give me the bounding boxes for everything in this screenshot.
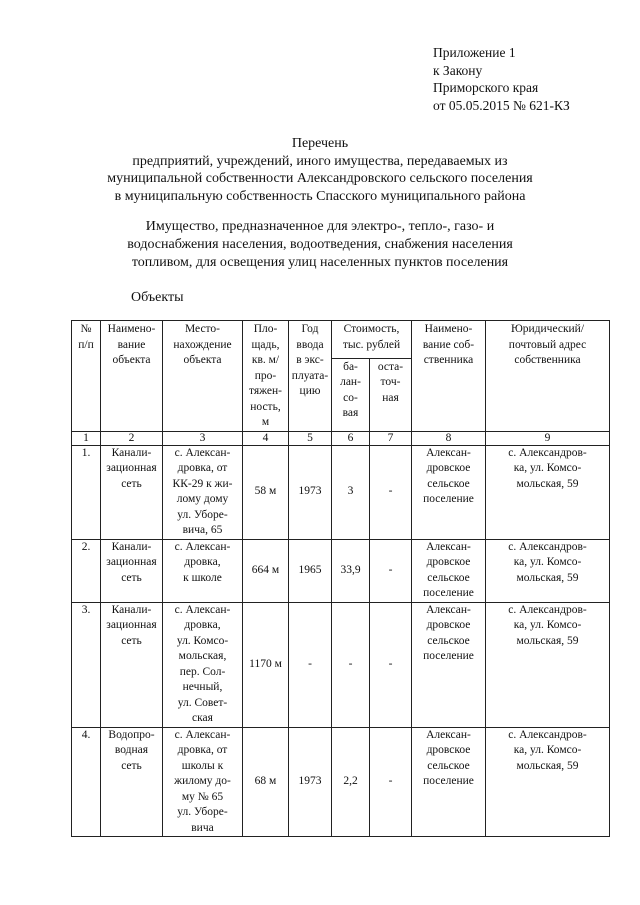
- cell-line: зационная: [106, 619, 157, 631]
- cell-line: объекта: [112, 354, 151, 366]
- document-title: [0, 135, 640, 205]
- cell-line: Юридический/: [510, 323, 585, 335]
- subtitle-line: водоснабжения населения, водоотведения, снабжения населения: [127, 237, 513, 252]
- cell-line: Стоимость,: [343, 323, 400, 335]
- header-residual: [370, 358, 412, 431]
- cell-year: 1965: [289, 539, 332, 602]
- column-number: 4: [243, 431, 289, 445]
- column-number: 6: [332, 431, 370, 445]
- cell-line: сеть: [121, 634, 142, 647]
- cell-line: вая: [342, 407, 359, 420]
- cell-line: к школе: [183, 571, 222, 584]
- title-line: Перечень: [291, 136, 349, 151]
- cell-line: плуата-: [291, 369, 329, 382]
- document-subtitle: [0, 218, 640, 272]
- cell-line: п/п: [78, 338, 94, 351]
- cell-balance: 2,2: [332, 727, 370, 837]
- cell-name: [101, 539, 163, 602]
- cell-line: с. Александров-: [508, 728, 587, 741]
- title-line: в муниципальную собственность Спасского муниципального района: [114, 188, 526, 204]
- cell-line: Водопро-: [108, 728, 155, 741]
- cell-balance: 33,9: [332, 539, 370, 602]
- cell-line: ская: [192, 712, 213, 724]
- cell-line: сеть: [121, 571, 142, 584]
- header-row: [72, 321, 610, 359]
- table-row: [72, 727, 610, 837]
- cell-residual: -: [370, 445, 412, 539]
- cell-line: ул. Уборе-: [177, 806, 228, 818]
- cell-line: Наимено-: [424, 323, 473, 335]
- cell-line: сельское: [427, 477, 470, 490]
- cell-owner-name: [412, 602, 486, 727]
- cell-line: мольская, 59: [516, 759, 579, 772]
- cell-line: вича, 65: [182, 524, 223, 536]
- header-owner-address: [486, 321, 610, 432]
- cell-name: [101, 727, 163, 837]
- cell-line: Канали-: [111, 603, 152, 616]
- cell-location: [163, 727, 243, 837]
- cell-line: ка, ул. Комсо-: [513, 619, 582, 631]
- cell-line: Алексан-: [426, 446, 471, 459]
- cell-area: 58 м: [243, 445, 289, 539]
- cell-line: лан-: [340, 376, 361, 389]
- cell-line: ул. Совет-: [177, 696, 228, 709]
- cell-line: Наимено-: [107, 323, 156, 335]
- cell-owner-address: [486, 602, 610, 727]
- cell-line: дровское: [426, 619, 471, 631]
- cell-line: с. Александров-: [508, 446, 587, 459]
- cell-area: 68 м: [243, 727, 289, 837]
- table-row: [72, 602, 610, 727]
- cell-line: поселение: [423, 493, 474, 505]
- cell-line: ка, ул. Комсо-: [513, 462, 582, 474]
- cell-line: тыс. рублей: [342, 338, 401, 351]
- cell-residual: -: [370, 602, 412, 727]
- cell-line: поселение: [423, 775, 474, 787]
- cell-line: сельское: [427, 634, 470, 647]
- cell-line: с. Алексан-: [174, 446, 231, 459]
- cell-line: с. Александров-: [508, 603, 587, 616]
- cell-line: тяжен-: [248, 385, 283, 397]
- cell-line: мольская, 59: [516, 571, 579, 584]
- subtitle-line: топливом, для освещения улиц населенных пунктов поселения: [131, 255, 509, 270]
- column-number: 7: [370, 431, 412, 445]
- cell-line: Алексан-: [426, 728, 471, 741]
- cell-line: поселение: [423, 587, 474, 599]
- cell-line: цию: [299, 385, 321, 397]
- cell-residual: -: [370, 727, 412, 837]
- cell-owner-name: [412, 539, 486, 602]
- cell-line: мольская, 59: [516, 634, 579, 647]
- cell-line: с. Александров-: [508, 540, 587, 553]
- column-number: 5: [289, 431, 332, 445]
- objects-table: [71, 320, 610, 837]
- cell-line: с. Алексан-: [174, 603, 231, 616]
- table-row: [72, 539, 610, 602]
- cell-year: -: [289, 602, 332, 727]
- cell-line: водная: [114, 744, 149, 756]
- cell-owner-name: [412, 727, 486, 837]
- cell-line: Канали-: [111, 446, 152, 459]
- cell-line: му № 65: [181, 790, 224, 803]
- cell-line: дровка,: [184, 619, 221, 631]
- cell-line: точ-: [380, 376, 401, 389]
- cell-line: ственника: [423, 354, 474, 366]
- cell-line: вание: [117, 338, 146, 351]
- cell-location: [163, 445, 243, 539]
- cell-line: школы к: [181, 759, 224, 772]
- cell-line: Место-: [184, 323, 221, 335]
- cell-line: оста-: [377, 360, 404, 373]
- cell-line: зационная: [106, 556, 157, 568]
- header-owner-name: [412, 321, 486, 432]
- column-number: 3: [163, 431, 243, 445]
- section-label: Объекты: [131, 290, 184, 305]
- cell-line: дровское: [426, 556, 471, 568]
- cell-line: дровское: [426, 744, 471, 756]
- cell-line: КК-29 к жи-: [172, 477, 233, 490]
- cell-line: сельское: [427, 759, 470, 772]
- cell-location: [163, 539, 243, 602]
- cell-num: 3.: [72, 602, 101, 727]
- cell-line: про-: [254, 369, 277, 382]
- cell-line: с. Алексан-: [174, 728, 231, 741]
- cell-line: Канали-: [111, 540, 152, 553]
- table-row: [72, 445, 610, 539]
- cell-num: 2.: [72, 539, 101, 602]
- cell-num: 1.: [72, 445, 101, 539]
- cell-line: ка, ул. Комсо-: [513, 744, 582, 756]
- header-year: [289, 321, 332, 432]
- cell-owner-address: [486, 445, 610, 539]
- cell-line: щадь,: [251, 338, 280, 351]
- cell-owner-address: [486, 727, 610, 837]
- cell-area: 664 м: [243, 539, 289, 602]
- cell-name: [101, 602, 163, 727]
- title-line: предприятий, учреждений, иного имущества, передаваемых из: [132, 153, 508, 169]
- cell-line: сеть: [121, 477, 142, 490]
- cell-line: вание соб-: [422, 338, 475, 351]
- cell-line: ул. Комсо-: [176, 634, 229, 647]
- title-line: муниципальной собственности Александровского сельского поселения: [107, 171, 533, 186]
- cell-balance: -: [332, 602, 370, 727]
- cell-line: в экс-: [296, 354, 324, 366]
- cell-line: ка, ул. Комсо-: [513, 556, 582, 568]
- cell-line: ность,: [250, 400, 281, 413]
- appendix-line: к Закону: [433, 62, 483, 78]
- cell-area: 1170 м: [243, 602, 289, 727]
- appendix-line: от 05.05.2015 № 621-КЗ: [433, 97, 570, 113]
- cell-line: ввода: [296, 338, 324, 351]
- cell-line: собственника: [514, 354, 581, 366]
- appendix-line: Приморского края: [433, 80, 539, 95]
- cell-line: сельское: [427, 571, 470, 584]
- column-number: 1: [72, 431, 101, 445]
- cell-num: 4.: [72, 727, 101, 837]
- cell-line: ул. Уборе-: [177, 508, 228, 521]
- appendix-reference: [433, 44, 570, 114]
- cell-year: 1973: [289, 727, 332, 837]
- header-name: [101, 321, 163, 432]
- column-number: 8: [412, 431, 486, 445]
- cell-line: со-: [343, 391, 358, 404]
- cell-line: нечный,: [182, 681, 223, 693]
- cell-line: Алексан-: [426, 540, 471, 553]
- cell-line: лому дому: [176, 493, 229, 505]
- cell-location: [163, 602, 243, 727]
- cell-line: пер. Сол-: [179, 665, 226, 678]
- cell-line: Алексан-: [426, 603, 471, 616]
- cell-balance: 3: [332, 445, 370, 539]
- cell-line: мольская, 59: [516, 477, 579, 490]
- cell-line: сеть: [121, 759, 142, 772]
- header-cost: [332, 321, 412, 359]
- cell-owner-address: [486, 539, 610, 602]
- header-area: [243, 321, 289, 432]
- appendix-line: Приложение 1: [433, 45, 516, 60]
- column-number-row: [72, 431, 610, 445]
- column-number: 9: [486, 431, 610, 445]
- cell-line: поселение: [423, 650, 474, 662]
- cell-line: дровка,: [184, 556, 221, 568]
- header-location: [163, 321, 243, 432]
- cell-line: объекта: [183, 354, 222, 366]
- cell-line: кв. м/: [251, 354, 280, 366]
- subtitle-line: Имущество, предназначенное для электро-, тепло-, газо- и: [145, 219, 495, 234]
- cell-line: Пло-: [253, 323, 278, 335]
- cell-line: ная: [382, 391, 399, 404]
- cell-line: дровка, от: [177, 744, 228, 756]
- cell-name: [101, 445, 163, 539]
- cell-line: дровское: [426, 462, 471, 474]
- cell-line: зационная: [106, 462, 157, 474]
- cell-line: ба-: [343, 360, 358, 373]
- column-number: 2: [101, 431, 163, 445]
- cell-line: №: [80, 323, 92, 335]
- table-body: [72, 445, 610, 837]
- cell-year: 1973: [289, 445, 332, 539]
- cell-line: жилому до-: [174, 775, 231, 787]
- header-balance: [332, 358, 370, 431]
- cell-line: м: [261, 416, 270, 428]
- header-num: [72, 321, 101, 432]
- cell-line: мольская,: [178, 650, 227, 662]
- cell-owner-name: [412, 445, 486, 539]
- cell-residual: -: [370, 539, 412, 602]
- cell-line: дровка, от: [177, 462, 228, 474]
- cell-line: почтовый адрес: [508, 338, 587, 351]
- cell-line: вича: [191, 821, 214, 834]
- cell-line: Год: [301, 323, 319, 335]
- cell-line: нахождение: [173, 338, 232, 351]
- cell-line: с. Алексан-: [174, 540, 231, 553]
